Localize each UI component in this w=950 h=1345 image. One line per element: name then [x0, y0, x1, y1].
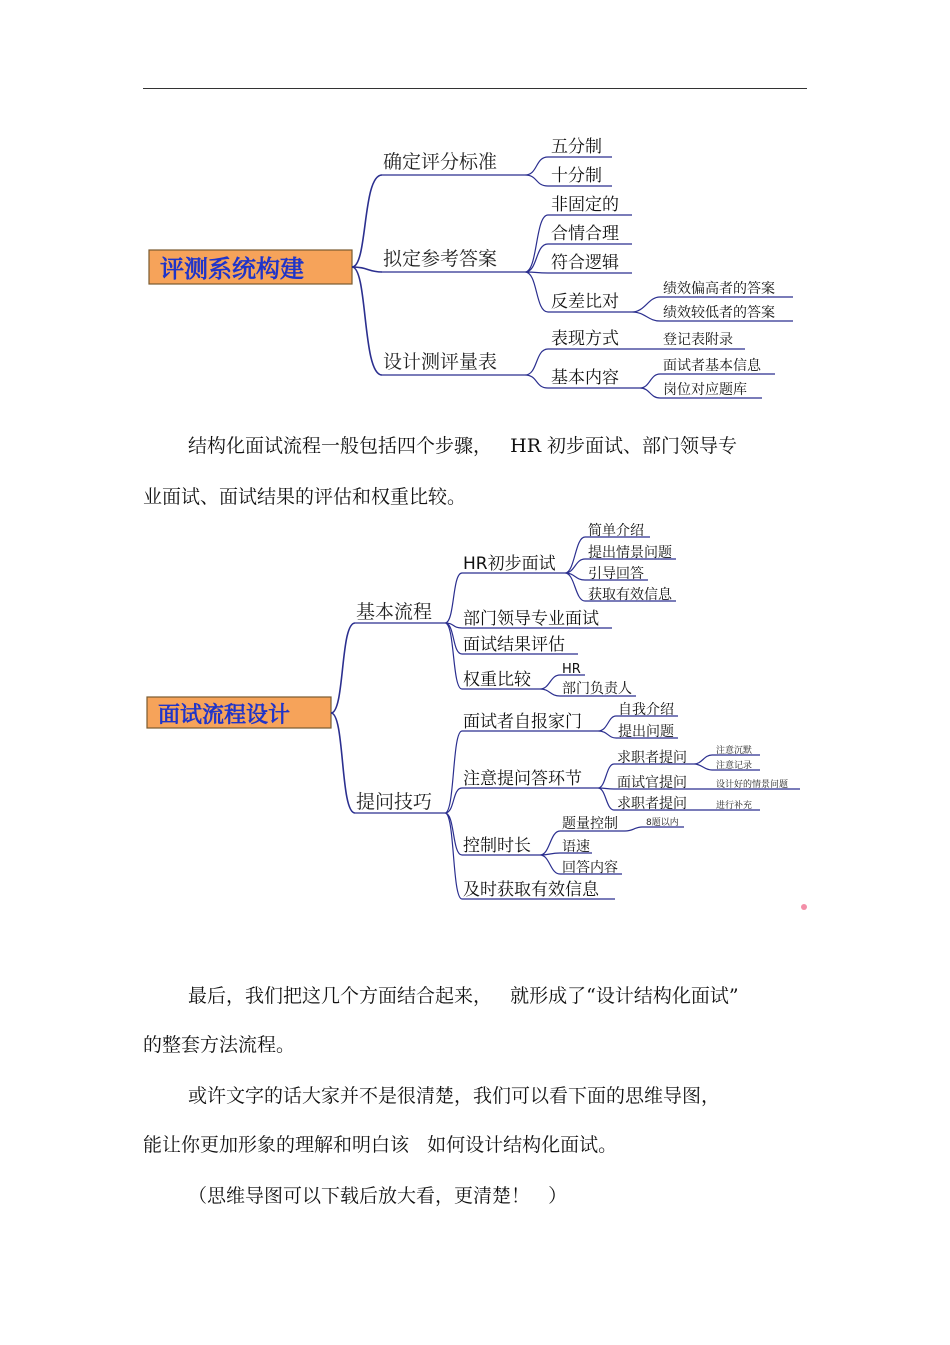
branch-reference-answer: 拟定参考答案	[383, 248, 498, 270]
sub-interviewer-ask: 面试官提问	[617, 775, 687, 791]
item-timely-info: 及时获取有效信息	[463, 880, 599, 900]
sub-raise-question: 提出问题	[618, 724, 674, 740]
paragraph-4: （思维导图可以下载后放大看，更清楚！ ）	[188, 1185, 568, 1207]
sub-question-bank: 岗位对应题库	[663, 382, 747, 398]
sub-get-info: 获取有效信息	[588, 587, 672, 603]
item-result-evaluation: 面试结果评估	[463, 635, 565, 655]
item-ten-point: 十分制	[551, 166, 602, 186]
mindmap1-root: 评测系统构建	[160, 255, 304, 283]
header-rule	[143, 88, 807, 89]
note-within-8: 8题以内	[646, 818, 679, 828]
paragraph-2-line-2: 的整套方法流程。	[143, 1034, 296, 1056]
branch-basic-process: 基本流程	[356, 601, 433, 623]
note-supplement: 进行补充	[716, 801, 753, 811]
item-dept-interview: 部门领导专业面试	[463, 609, 599, 629]
sub-speech-rate: 语速	[562, 839, 590, 855]
sub-self-intro: 自我介绍	[618, 702, 674, 718]
sub-question-count: 题量控制	[562, 816, 618, 832]
mindmap-interview-process	[0, 515, 950, 915]
sub-dept-head: 部门负责人	[562, 681, 632, 697]
branch-line	[331, 623, 355, 713]
item-weight-compare: 权重比较	[463, 670, 531, 690]
note-designed-scenario: 设计好的情景问题	[716, 780, 789, 790]
item-reasonable: 合情合理	[551, 224, 619, 244]
paragraph-1-line-1: 结构化面试流程一般包括四个步骤， HR 初步面试、部门领导专	[188, 435, 738, 457]
item-self-intro: 面试者自报家门	[463, 712, 582, 732]
paragraph-2-line-1: 最后，我们把这几个方面结合起来， 就形成了“设计结构化面试”	[188, 985, 739, 1007]
item-basic-content: 基本内容	[551, 368, 619, 388]
item-expression: 表现方式	[551, 329, 619, 349]
sub-candidate-ask: 求职者提问	[617, 750, 687, 766]
sub-hr: HR	[562, 662, 581, 677]
sub-guide-answer: 引导回答	[588, 566, 644, 582]
sub-registration-appendix: 登记表附录	[663, 332, 733, 348]
pink-dot-mark	[801, 904, 807, 910]
sub-brief-intro: 简单介绍	[588, 523, 644, 539]
sub-scenario-question: 提出情景问题	[588, 545, 672, 561]
branch-line	[352, 175, 382, 267]
paragraph-3-line-1: 或许文字的话大家并不是很清楚，我们可以看下面的思维导图，	[188, 1085, 721, 1107]
paragraph-3-line-2: 能让你更加形象的理解和明白该 如何设计结构化面试。	[143, 1134, 618, 1156]
sub-low-performer: 绩效较低者的答案	[663, 305, 775, 321]
item-qa-session: 注意提问答环节	[463, 769, 582, 789]
item-five-point: 五分制	[551, 137, 602, 157]
item-contrast: 反差比对	[551, 292, 619, 312]
sub-answer-content: 回答内容	[562, 860, 618, 876]
branch-line	[331, 713, 355, 813]
sub-high-performer: 绩效偏高者的答案	[663, 281, 775, 297]
paragraph-1-line-2: 业面试、面试结果的评估和权重比较。	[143, 486, 467, 508]
sub-basic-info: 面试者基本信息	[663, 358, 761, 374]
note-silence: 注意沉默	[716, 746, 753, 756]
sub-candidate-ask-2: 求职者提问	[617, 796, 687, 812]
branch-questioning-skills: 提问技巧	[356, 791, 433, 813]
branch-underline	[382, 175, 525, 375]
item-time-control: 控制时长	[463, 836, 531, 856]
branch-line	[352, 267, 382, 375]
mindmap-evaluation-system	[0, 120, 950, 410]
note-record: 注意记录	[716, 761, 753, 771]
mindmap2-root: 面试流程设计	[158, 703, 291, 728]
item-hr-interview: HR初步面试	[463, 554, 556, 574]
item-non-fixed: 非固定的	[551, 195, 619, 215]
item-logical: 符合逻辑	[551, 253, 619, 273]
branch-underline	[355, 623, 445, 813]
branch-scoring-standard: 确定评分标准	[383, 151, 498, 173]
branch-evaluation-scale: 设计测评量表	[383, 351, 498, 373]
